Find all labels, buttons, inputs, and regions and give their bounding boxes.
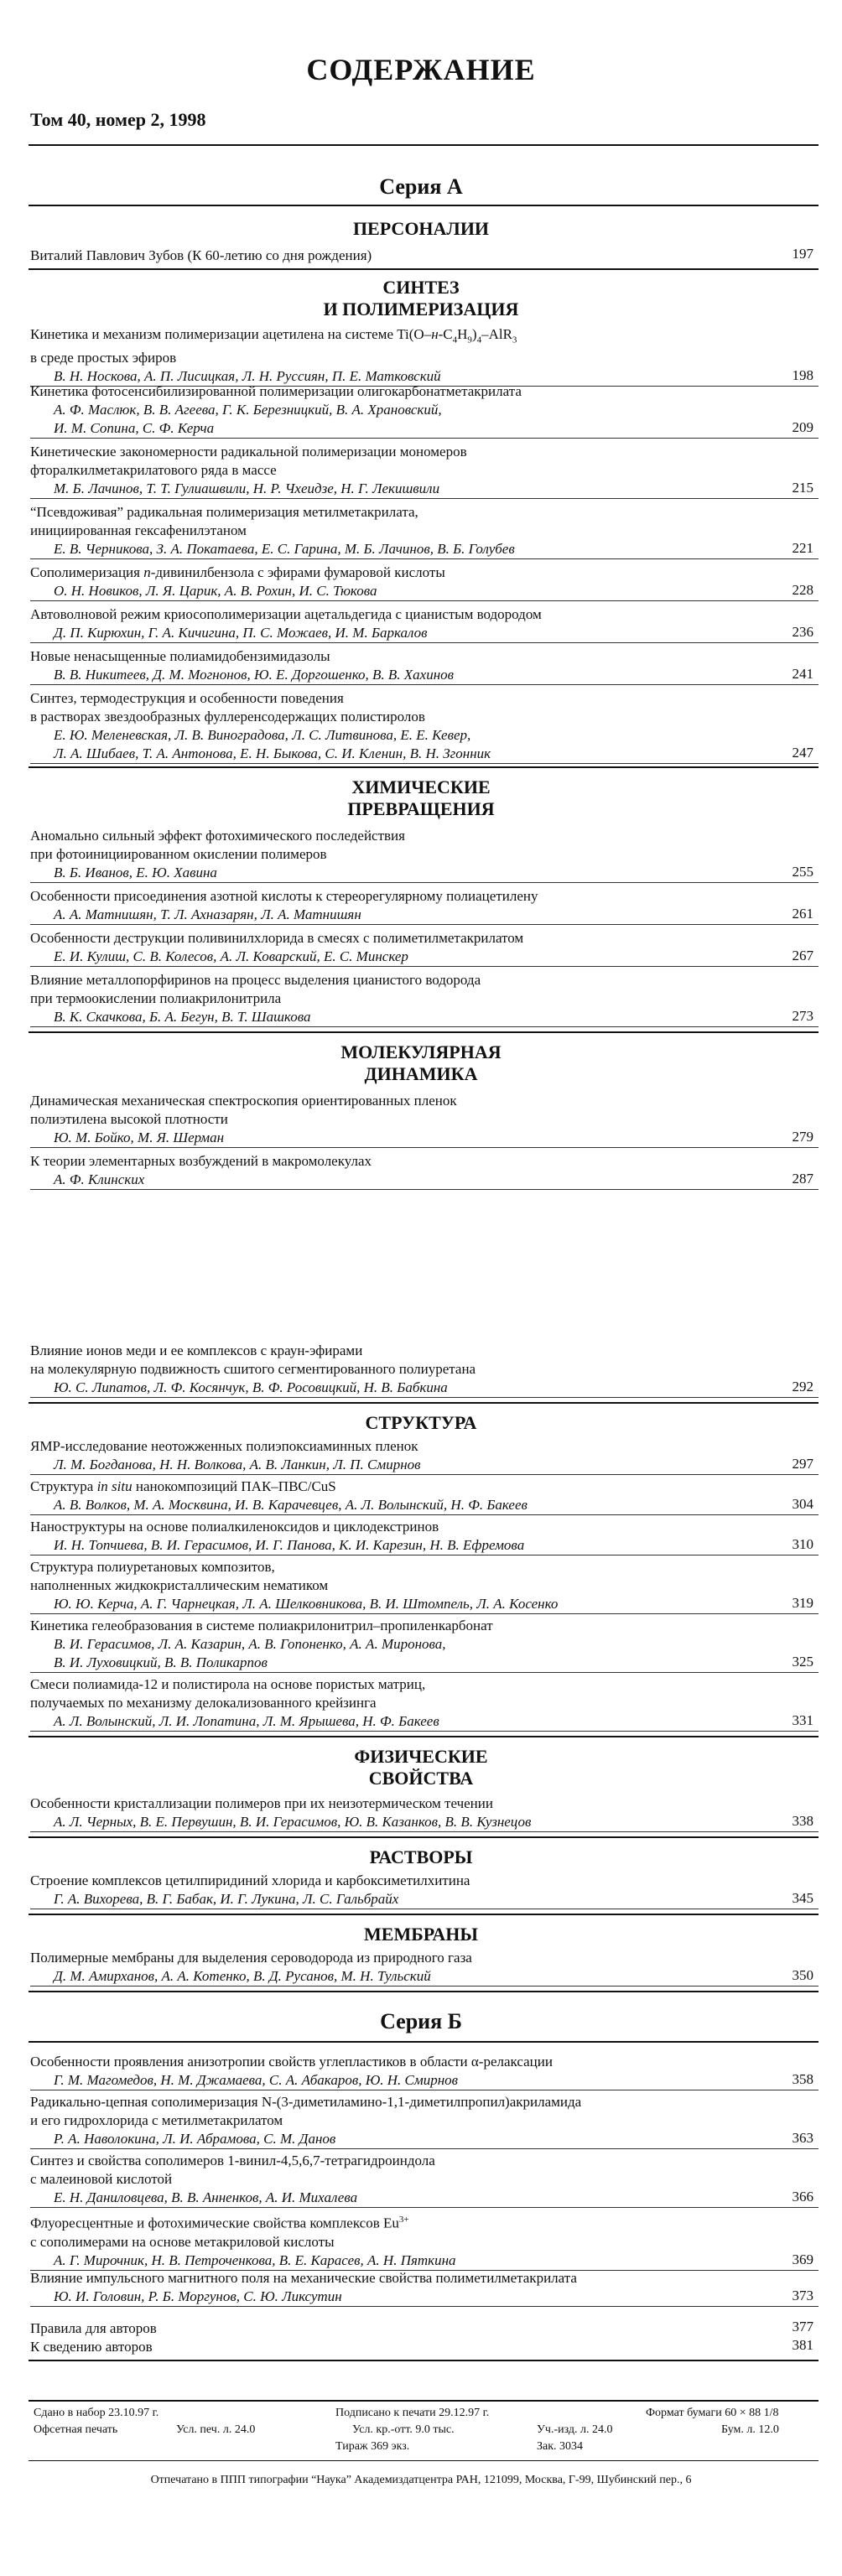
entry-page: 236	[792, 624, 813, 640]
entry-authors: Г. А. Вихорева, В. Г. Бабак, И. Г. Лукина, Л. С. Гальбрайх	[30, 1890, 819, 1909]
entry-authors: В. Б. Иванов, Е. Ю. Хавина	[30, 864, 819, 883]
section-solutions: РАСТВОРЫ	[369, 1846, 473, 1867]
divider	[29, 144, 819, 146]
entry-authors: Д. П. Кирюхин, Г. А. Кичигина, П. С. Можаев, И. М. Баркалов	[30, 624, 819, 643]
footer-circulation: Тираж 369 экз.	[335, 2440, 410, 2453]
entry-authors: О. Н. Новиков, Л. Я. Царик, А. В. Рохин, И. С. Тюкова	[30, 582, 819, 601]
entry-title: Кинетика и механизм полимеризации ацетилена на системе $Ti(O-н-C_4H_9)_4-AlR_3$ в среде простых эфиров	[30, 326, 517, 366]
entry-page: 261	[792, 906, 813, 922]
page-title: СОДЕРЖАНИЕ	[306, 53, 536, 86]
entry-title: Кинетические закономерности радикальной полимеризации мономеров фторалкилметакрилатового ряда в массе	[30, 444, 467, 478]
entry-authors: Ю. С. Липатов, Л. Ф. Косянчук, В. Ф. Росовицкий, Н. В. Бабкина	[30, 1379, 819, 1398]
entry-title: “Псевдоживая” радикальная полимеризация метилметакрилата, инициированная гексафенилэтаном	[30, 504, 418, 538]
entry-title: Синтез и свойства сополимеров 1-винил-4,5,6,7-тетрагидроиндола с малеиновой кислотой	[30, 2153, 435, 2187]
entry-authors: М. Б. Лачинов, Т. Т. Гулиашвили, Н. Р. Чхеидзе, Н. Г. Лекишвили	[30, 480, 819, 499]
toc-entry	[30, 1437, 819, 1475]
toc-entry	[30, 1518, 819, 1555]
toc-entry	[30, 443, 819, 499]
toc-entry	[30, 247, 819, 265]
entry-title: Кинетика гелеобразования в системе полиакрилонитрил–пропиленкарбонат	[30, 1618, 493, 1633]
section-structure: СТРУКТУРА	[365, 1412, 477, 1433]
toc-entry	[30, 1152, 819, 1190]
toc-entry	[30, 2152, 819, 2208]
entry-authors: Е. Н. Даниловцева, В. В. Анненков, А. И. Михалева	[30, 2189, 819, 2208]
entry-page: 310	[792, 1536, 813, 1552]
divider	[29, 1836, 819, 1838]
toc-entry	[30, 827, 819, 883]
toc-entry	[30, 971, 819, 1027]
entry-authors: И. Н. Топчиева, В. И. Герасимов, И. Г. Панова, К. И. Карезин, Н. В. Ефремова	[30, 1536, 819, 1555]
footer-typeset-date: Сдано в набор 23.10.97 г.	[34, 2407, 159, 2419]
entry-title: Синтез, термодеструкция и особенности поведения в растворах звездообразных фуллеренсодержащих полистиролов	[30, 690, 425, 724]
divider	[29, 268, 819, 270]
entry-authors: А. В. Волков, М. А. Москвина, И. В. Карачевцев, А. Л. Волынский, Н. Ф. Бакеев	[30, 1496, 819, 1515]
entry-title: Наноструктуры на основе полиалкиленоксидов и циклодекстринов	[30, 1519, 439, 1535]
footer-paper-sheets: Бум. л. 12.0	[721, 2423, 779, 2436]
entry-title: Особенности деструкции поливинилхлорида в смесях с полиметилметакрилатом	[30, 930, 524, 946]
footer-printing-house: Отпечатано в ППП типографии “Наука” Академиздатцентра РАН, 121099, Москва, Г-99, Шубинский пер., 6	[150, 2474, 692, 2486]
entry-authors: В. В. Никитеев, Д. М. Могнонов, Ю. Е. Доргошенко, В. В. Хахинов	[30, 666, 819, 685]
entry-title: Аномально сильный эффект фотохимического последействия при фотоинициированном окислении полимеров	[30, 828, 405, 862]
footer-rule-top	[29, 2400, 819, 2402]
divider	[29, 2360, 819, 2361]
footer-order: Зак. 3034	[537, 2440, 584, 2453]
toc-entry	[30, 605, 819, 643]
entry-page: 292	[792, 1379, 813, 1394]
entry-page: 247	[792, 745, 813, 761]
entry-title: ЯМР-исследование неотожженных полиэпоксиаминных пленок	[30, 1438, 418, 1454]
entry-title: Полимерные мембраны для выделения сероводорода из природного газа	[30, 1950, 472, 1966]
entry-authors: В. К. Скачкова, Б. А. Бегун, В. Т. Шашкова	[30, 1008, 819, 1027]
divider	[29, 766, 819, 768]
entry-page: 279	[792, 1129, 813, 1145]
toc-entry	[30, 1675, 819, 1732]
divider	[29, 1736, 819, 1737]
divider	[29, 205, 819, 206]
toc-entry	[30, 1949, 819, 1987]
toc-entry	[30, 1092, 819, 1148]
entry-authors: А. Л. Волынский, Л. И. Лопатина, Л. М. Ярышева, Н. Ф. Бакеев	[30, 1712, 819, 1732]
footer-pub-sheets: Уч.-изд. л. 24.0	[537, 2423, 613, 2436]
footer-print-type: Офсетная печать	[34, 2423, 118, 2436]
section-personalia: ПЕРСОНАЛИИ	[352, 218, 490, 239]
entry-authors: А. Ф. Клинских	[30, 1171, 819, 1190]
entry-title: Структура in situ нанокомпозиций ПАК–ПВС/CuS	[30, 1478, 336, 1494]
entry-title: Виталий Павлович Зубов (К 60-летию со дня рождения)	[30, 247, 372, 263]
toc-entry	[30, 1478, 819, 1515]
toc-entry	[30, 2093, 819, 2149]
toc-entry	[30, 1794, 819, 1832]
toc-entry	[30, 564, 819, 601]
series-b-heading: Серия Б	[380, 2009, 462, 2033]
entry-title: Смеси полиамида-12 и полистирола на основе пористых матриц, получаемых по механизму делокализованного крейзинга	[30, 1676, 426, 1711]
footer-color-prints: Усл. кр.-отт. 9.0 тыс.	[352, 2423, 455, 2436]
entry-page: 369	[792, 2251, 813, 2267]
entry-title: Динамическая механическая спектроскопия ориентированных пленок полиэтилена высокой плотности	[30, 1093, 457, 1127]
entry-authors: Д. М. Амирханов, А. А. Котенко, В. Д. Русанов, М. Н. Тульский	[30, 1967, 819, 1987]
toc-entry	[30, 1617, 819, 1673]
entry-title: Строение комплексов цетилпиридиний хлорида и карбоксиметилхитина	[30, 1872, 470, 1888]
entry-title: Сополимеризация п-дивинилбензола с эфирами фумаровой кислоты	[30, 564, 445, 580]
entry-title: К теории элементарных возбуждений в макромолекулах	[30, 1153, 372, 1169]
entry-authors: В. Н. Носкова, А. П. Лисицкая, Л. Н. Руссиян, П. Е. Матковский	[30, 367, 819, 387]
toc-entry	[30, 689, 819, 764]
entry-title: Влияние импульсного магнитного поля на механические свойства полиметилметакрилата	[30, 2270, 577, 2286]
toc-entry	[30, 2319, 819, 2338]
entry-page: 255	[792, 864, 813, 880]
entry-title: Кинетика фотосенсибилизированной полимеризации олигокарбонатметакрилата	[30, 383, 522, 399]
entry-page: 325	[792, 1654, 813, 1670]
series-a-heading: Серия А	[379, 174, 463, 199]
entry-title: Структура полиуретановых композитов, наполненных жидкокристаллическим нематиком	[30, 1559, 329, 1593]
section-molecular-dynamics: МОЛЕКУЛЯРНАЯ ДИНАМИКА	[340, 1041, 502, 1084]
divider	[29, 1402, 819, 1404]
issue-info: Том 40, номер 2, 1998	[30, 109, 206, 130]
entry-title: Особенности проявления анизотропии свойств углепластиков в области α-релаксации	[30, 2054, 553, 2070]
entry-authors: А. Г. Мирочник, Н. В. Петроченкова, В. Е. Карасев, А. Н. Пяткина	[30, 2251, 819, 2271]
entry-page: 241	[792, 666, 813, 682]
entry-page: 345	[792, 1890, 813, 1906]
entry-page: 381	[792, 2337, 813, 2353]
entry-page: 338	[792, 1813, 813, 1829]
entry-page: 267	[792, 948, 813, 963]
entry-page: 197	[792, 246, 813, 262]
entry-title: Влияние ионов меди и ее комплексов с краун-эфирами на молекулярную подвижность сшитого сегментированного полиуретана	[30, 1343, 476, 1377]
toc-entry	[30, 1342, 819, 1398]
entry-page: 350	[792, 1967, 813, 1983]
toc-entry	[30, 2338, 819, 2356]
entry-authors: Ю. М. Бойко, М. Я. Шерман	[30, 1129, 819, 1148]
toc-entry	[30, 647, 819, 685]
entry-authors: В. И. Герасимов, Л. А. Казарин, А. В. Гопоненко, А. А. Миронова, В. И. Луховицкий, В. В. Поликарпов	[30, 1635, 819, 1673]
toc-entry	[30, 2269, 819, 2307]
entry-page: 198	[792, 367, 813, 384]
footer-paper-format: Формат бумаги 60 × 88 1/8	[646, 2407, 779, 2419]
section-chemical: ХИМИЧЕСКИЕ ПРЕВРАЩЕНИЯ	[347, 776, 495, 819]
entry-authors: Е. Ю. Меленевская, Л. В. Виноградова, Л. С. Литвинова, Е. Е. Кевер, Л. А. Шибаев, Т. А. Антонова, Е. Н. Быкова, С. И. Кленин, В. Н. Згонник	[30, 726, 819, 764]
entry-authors: А. Ф. Маслюк, В. В. Агеева, Г. К. Березницкий, В. А. Храновский, И. М. Сопина, С. Ф. Керча	[30, 401, 819, 439]
footer-signed-date: Подписано к печати 29.12.97 г.	[335, 2407, 490, 2419]
entry-page: 331	[792, 1712, 813, 1728]
entry-page: 273	[792, 1008, 813, 1024]
entry-page: 366	[792, 2189, 813, 2205]
toc-entry	[30, 2053, 819, 2090]
entry-authors: А. Л. Черных, В. Е. Первушин, В. И. Герасимов, Ю. В. Казанков, В. В. Кузнецов	[30, 1813, 819, 1832]
divider	[29, 1031, 819, 1033]
entry-title: Особенности присоединения азотной кислоты к стереорегулярному полиацетилену	[30, 888, 538, 904]
toc-entry	[30, 929, 819, 967]
entry-page: 297	[792, 1456, 813, 1472]
entry-title: Новые ненасыщенные полиамидобензимидазолы	[30, 648, 330, 664]
entry-page: 363	[792, 2130, 813, 2146]
entry-title: Влияние металлопорфиринов на процесс выделения цианистого водорода при термоокислении полиакрилонитрила	[30, 972, 481, 1006]
entry-title: Автоволновой режим криосополимеризации ацетальдегида с цианистым водородом	[30, 606, 542, 622]
toc-entry	[30, 2210, 819, 2271]
entry-title: Особенности кристаллизации полимеров при их неизотермическом течении	[30, 1795, 493, 1811]
entry-page: 215	[792, 480, 813, 496]
toc-entry	[30, 1872, 819, 1909]
entry-title: Флуоресцентные и фотохимические свойства комплексов $Eu^{3+}$ с сополимерами на основе метакриловой кислоты	[30, 2215, 409, 2250]
entry-page: 221	[792, 540, 813, 556]
entry-page: 287	[792, 1171, 813, 1187]
entry-authors: А. А. Матнишян, Т. Л. Ахназарян, Л. А. Матнишян	[30, 906, 819, 925]
entry-page: 373	[792, 2288, 813, 2303]
divider	[29, 2041, 819, 2043]
toc-entry	[30, 887, 819, 925]
entry-page: 319	[792, 1595, 813, 1611]
footer-rule	[29, 2460, 819, 2461]
toc-entry	[30, 503, 819, 559]
section-synthesis: СИНТЕЗ И ПОЛИМЕРИЗАЦИЯ	[323, 277, 519, 319]
entry-page: 304	[792, 1496, 813, 1512]
toc-entry	[30, 382, 819, 439]
entry-authors: Е. В. Черникова, З. А. Покатаева, Е. С. Гарина, М. Б. Лачинов, В. Б. Голубев	[30, 540, 819, 559]
footer-print-sheets: Усл. печ. л. 24.0	[176, 2423, 256, 2436]
entry-page: 377	[792, 2319, 813, 2334]
entry-authors: Ю. Ю. Керча, А. Г. Чарнецкая, Л. А. Шелковникова, В. И. Штомпель, Л. А. Косенко	[30, 1595, 819, 1614]
entry-authors: Л. М. Богданова, Н. Н. Волкова, А. В. Ланкин, Л. П. Смирнов	[30, 1456, 819, 1475]
entry-authors: Ю. И. Головин, Р. Б. Моргунов, С. Ю. Ликсутин	[30, 2288, 819, 2307]
toc-entry	[30, 1558, 819, 1614]
entry-page: 228	[792, 582, 813, 598]
entry-authors: Г. М. Магомедов, Н. М. Джамаева, С. А. Абакаров, Ю. Н. Смирнов	[30, 2071, 819, 2090]
divider	[29, 1991, 819, 1992]
entry-page: 358	[792, 2071, 813, 2087]
entry-title: Радикально-цепная сополимеризация N-(3-диметиламино-1,1-диметилпропил)акриламида и его гидрохлорида с метилметакрилатом	[30, 2094, 582, 2128]
entry-authors: Р. А. Наволокина, Л. И. Абрамова, С. М. Данов	[30, 2130, 819, 2149]
entry-title: К сведению авторов	[30, 2339, 153, 2355]
entry-authors: Е. И. Кулиш, С. В. Колесов, А. Л. Коварский, Е. С. Минскер	[30, 948, 819, 967]
toc-entry	[30, 325, 819, 387]
entry-title: Правила для авторов	[30, 2320, 157, 2336]
section-membranes: МЕМБРАНЫ	[364, 1924, 478, 1945]
divider	[29, 1914, 819, 1915]
section-physical: ФИЗИЧЕСКИЕ СВОЙСТВА	[354, 1746, 488, 1789]
entry-page: 209	[792, 419, 813, 435]
